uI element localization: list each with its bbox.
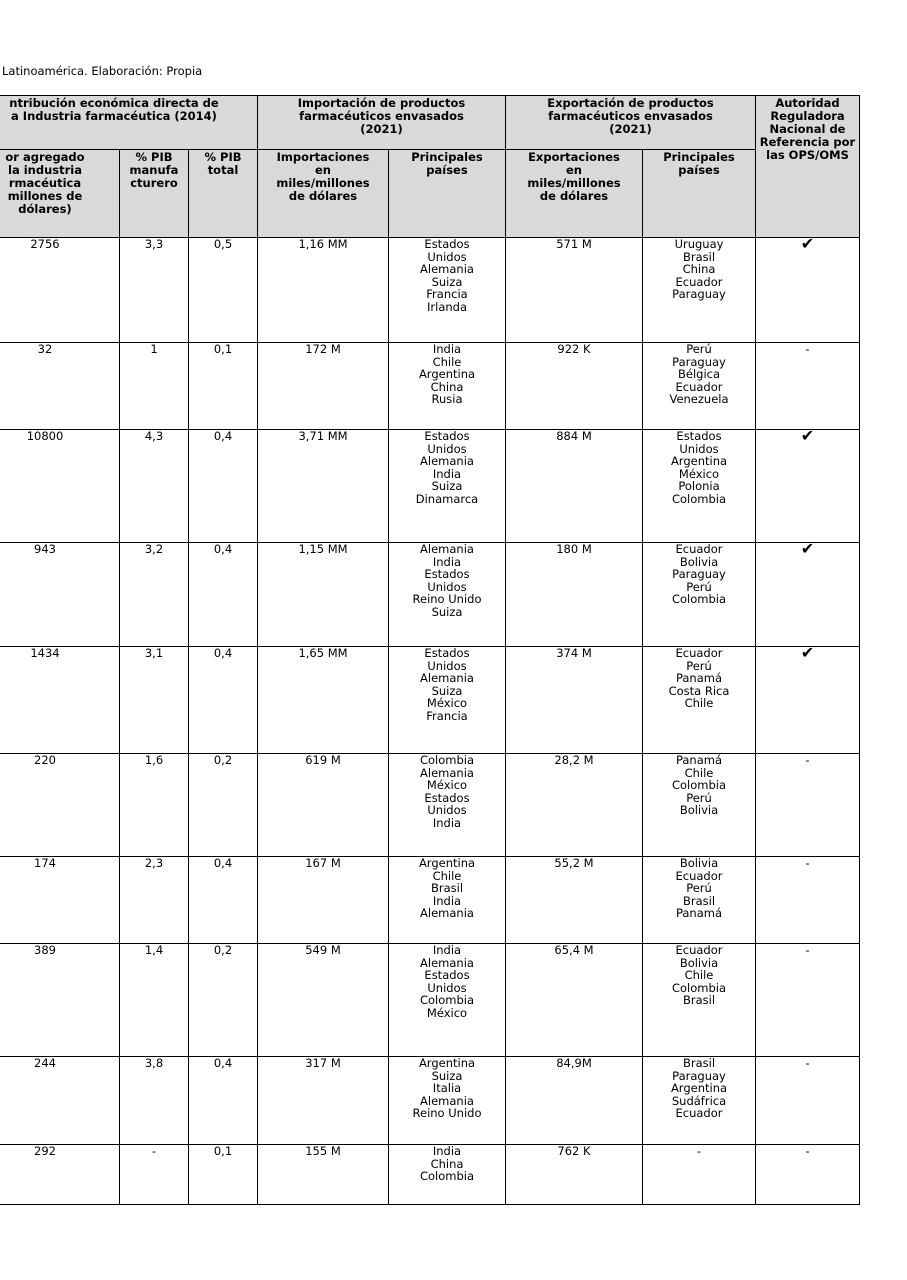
authority-cell: -	[756, 343, 860, 430]
pib-total-cell: 0,5	[189, 238, 258, 343]
authority-cell: -	[756, 1057, 860, 1145]
authority-check-icon: ✔	[756, 238, 860, 343]
pib-manufacturero-cell: 2,3	[120, 857, 189, 944]
pib-total-cell: 0,4	[189, 430, 258, 543]
header-pib-manufacturero: % PIB manufa cturero	[120, 150, 189, 238]
imports-value-cell: 549 M	[258, 944, 389, 1057]
exports-value-cell: 55,2 M	[506, 857, 643, 944]
pib-manufacturero-cell: 3,1	[120, 647, 189, 754]
header-imports-group: Importación de productos farmacéuticos envasados (2021)	[258, 96, 506, 150]
table-row	[0, 543, 860, 647]
import-countries-cell: Argentina Suiza Italia Alemania Reino Unido	[389, 1057, 506, 1145]
header-exports-group: Exportación de productos farmacéuticos envasados (2021)	[506, 96, 756, 150]
table-row	[0, 944, 860, 1057]
export-countries-cell: Perú Paraguay Bélgica Ecuador Venezuela	[643, 343, 756, 430]
pib-manufacturero-cell: 1,4	[120, 944, 189, 1057]
value-added-cell: 174	[0, 857, 120, 944]
table-row	[0, 754, 860, 857]
table-body	[0, 238, 860, 1205]
table-row	[0, 430, 860, 543]
header-import-countries: Principales países	[389, 150, 506, 238]
export-countries-cell: -	[643, 1145, 756, 1205]
exports-value-cell: 65,4 M	[506, 944, 643, 1057]
value-added-cell: 1434	[0, 647, 120, 754]
pharma-trade-table	[0, 95, 860, 1205]
pib-manufacturero-cell: -	[120, 1145, 189, 1205]
pib-total-cell: 0,2	[189, 944, 258, 1057]
table-row	[0, 857, 860, 944]
export-countries-cell: Ecuador Bolivia Chile Colombia Brasil	[643, 944, 756, 1057]
pib-manufacturero-cell: 3,8	[120, 1057, 189, 1145]
import-countries-cell: Estados Unidos Alemania Suiza Francia Irlanda	[389, 238, 506, 343]
import-countries-cell: India Alemania Estados Unidos Colombia México	[389, 944, 506, 1057]
export-countries-cell: Panamá Chile Colombia Perú Bolivia	[643, 754, 756, 857]
exports-value-cell: 28,2 M	[506, 754, 643, 857]
authority-cell: -	[756, 1145, 860, 1205]
value-added-cell: 292	[0, 1145, 120, 1205]
header-imports-value: Importaciones en miles/millones de dólares	[258, 150, 389, 238]
exports-value-cell: 762 K	[506, 1145, 643, 1205]
value-added-cell: 244	[0, 1057, 120, 1145]
value-added-cell: 2756	[0, 238, 120, 343]
table-row	[0, 1145, 860, 1205]
imports-value-cell: 1,15 MM	[258, 543, 389, 647]
import-countries-cell: Colombia Alemania México Estados Unidos India	[389, 754, 506, 857]
export-countries-cell: Ecuador Bolivia Paraguay Perú Colombia	[643, 543, 756, 647]
header-exports-value: Exportaciones en miles/millones de dólares	[506, 150, 643, 238]
value-added-cell: 10800	[0, 430, 120, 543]
export-countries-cell: Brasil Paraguay Argentina Sudáfrica Ecuador	[643, 1057, 756, 1145]
imports-value-cell: 1,65 MM	[258, 647, 389, 754]
imports-value-cell: 172 M	[258, 343, 389, 430]
table-row	[0, 343, 860, 430]
header-value-added: or agregado la industria rmacéutica millones de dólares)	[0, 150, 120, 238]
export-countries-cell: Ecuador Perú Panamá Costa Rica Chile	[643, 647, 756, 754]
exports-value-cell: 571 M	[506, 238, 643, 343]
value-added-cell: 32	[0, 343, 120, 430]
exports-value-cell: 922 K	[506, 343, 643, 430]
header-regulatory-authority: Autoridad Reguladora Nacional de Referencia por las OPS/OMS	[756, 96, 860, 238]
value-added-cell: 220	[0, 754, 120, 857]
imports-value-cell: 1,16 MM	[258, 238, 389, 343]
import-countries-cell: Estados Unidos Alemania Suiza México Francia	[389, 647, 506, 754]
header-export-countries: Principales países	[643, 150, 756, 238]
table-row	[0, 238, 860, 343]
authority-check-icon: ✔	[756, 647, 860, 754]
exports-value-cell: 84,9M	[506, 1057, 643, 1145]
value-added-cell: 943	[0, 543, 120, 647]
export-countries-cell: Bolivia Ecuador Perú Brasil Panamá	[643, 857, 756, 944]
pib-manufacturero-cell: 1	[120, 343, 189, 430]
import-countries-cell: Estados Unidos Alemania India Suiza Dinamarca	[389, 430, 506, 543]
value-added-cell: 389	[0, 944, 120, 1057]
pib-total-cell: 0,1	[189, 343, 258, 430]
pib-total-cell: 0,4	[189, 857, 258, 944]
pib-total-cell: 0,4	[189, 647, 258, 754]
pib-total-cell: 0,1	[189, 1145, 258, 1205]
import-countries-cell: Alemania India Estados Unidos Reino Unido Suiza	[389, 543, 506, 647]
exports-value-cell: 884 M	[506, 430, 643, 543]
header-pib-total: % PIB total	[189, 150, 258, 238]
imports-value-cell: 3,71 MM	[258, 430, 389, 543]
pib-manufacturero-cell: 3,3	[120, 238, 189, 343]
import-countries-cell: India China Colombia	[389, 1145, 506, 1205]
export-countries-cell: Uruguay Brasil China Ecuador Paraguay	[643, 238, 756, 343]
header-economic-contribution: ntribución económica directa de a Industria farmacéutica (2014)	[0, 96, 258, 150]
table-row	[0, 1057, 860, 1145]
authority-cell: -	[756, 754, 860, 857]
table-caption: Latinoamérica. Elaboración: Propia	[2, 64, 203, 78]
import-countries-cell: India Chile Argentina China Rusia	[389, 343, 506, 430]
pib-total-cell: 0,2	[189, 754, 258, 857]
imports-value-cell: 619 M	[258, 754, 389, 857]
imports-value-cell: 167 M	[258, 857, 389, 944]
authority-check-icon: ✔	[756, 430, 860, 543]
exports-value-cell: 374 M	[506, 647, 643, 754]
pib-total-cell: 0,4	[189, 1057, 258, 1145]
export-countries-cell: Estados Unidos Argentina México Polonia Colombia	[643, 430, 756, 543]
pib-manufacturero-cell: 4,3	[120, 430, 189, 543]
imports-value-cell: 155 M	[258, 1145, 389, 1205]
imports-value-cell: 317 M	[258, 1057, 389, 1145]
import-countries-cell: Argentina Chile Brasil India Alemania	[389, 857, 506, 944]
authority-cell: -	[756, 857, 860, 944]
authority-cell: -	[756, 944, 860, 1057]
authority-check-icon: ✔	[756, 543, 860, 647]
pib-manufacturero-cell: 1,6	[120, 754, 189, 857]
exports-value-cell: 180 M	[506, 543, 643, 647]
table-row	[0, 647, 860, 754]
pib-total-cell: 0,4	[189, 543, 258, 647]
pib-manufacturero-cell: 3,2	[120, 543, 189, 647]
